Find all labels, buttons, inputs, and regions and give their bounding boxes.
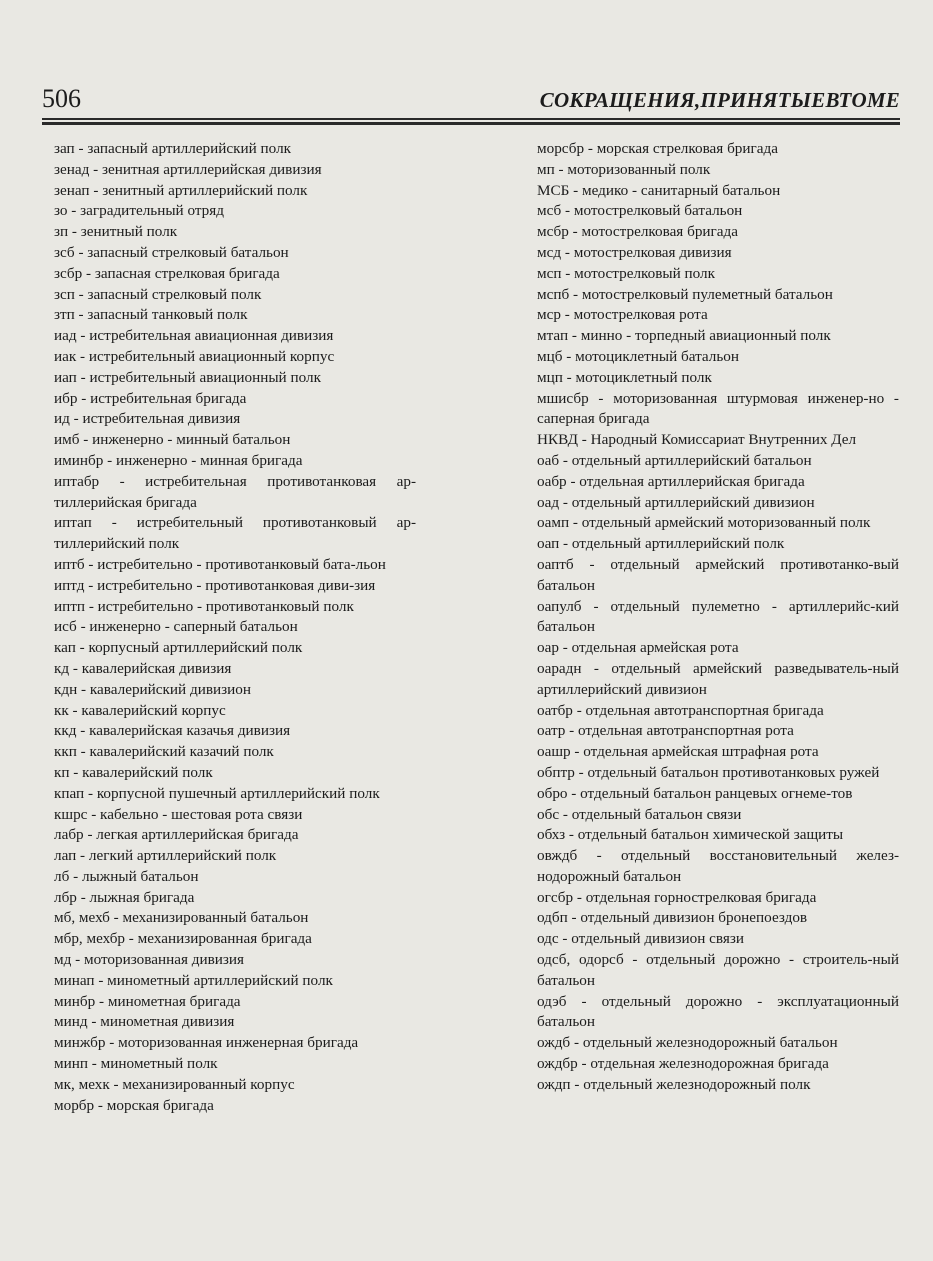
abbreviation-entry: мсб - мотострелковый батальон <box>537 202 743 220</box>
abbreviation-entry: иптб - истребительно - противотанковый бата-льон <box>54 555 386 573</box>
abbreviation-entry: мп - моторизованный полк <box>537 160 711 178</box>
abbreviation-entry: одс - отдельный дивизион связи <box>537 930 744 948</box>
abbreviation-entry: иап - истребительный авиационный полк <box>54 368 321 386</box>
abbreviation-entry: зсбр - запасная стрелковая бригада <box>54 264 280 282</box>
abbreviation-entry: оамп - отдельный армейский моторизованный полк <box>537 514 871 532</box>
abbreviation-entry: минбр - минометная бригада <box>54 992 241 1010</box>
abbreviation-entry: лап - легкий артиллерийский полк <box>54 847 277 865</box>
abbreviation-entry: обро - отдельный батальон ранцевых огнеме-тов <box>537 784 853 802</box>
abbreviation-entry: зо - заградительный отряд <box>54 202 224 220</box>
abbreviation-entry: мсп - мотострелковый полк <box>537 264 716 282</box>
abbreviation-entry: мшисбр - моторизованная штурмовая инженер-но - саперная бригада <box>537 389 899 428</box>
abbreviation-entry: минп - минометный полк <box>54 1055 218 1073</box>
abbreviation-entry: одэб - отдельный дорожно - эксплуатационный батальон <box>537 992 899 1031</box>
abbreviation-entry: зтп - запасный танковый полк <box>54 306 248 324</box>
left-column <box>54 139 416 1116</box>
abbreviation-entry: зп - зенитный полк <box>54 223 178 241</box>
abbreviation-entry: мтап - минно - торпедный авиационный полк <box>537 327 831 345</box>
abbreviation-entry: оаптб - отдельный армейский противотанко-вый батальон <box>537 555 899 594</box>
header-rule-thin <box>42 118 900 120</box>
abbreviation-entry: оабр - отдельная артиллерийская бригада <box>537 472 805 490</box>
abbreviation-entry: оар - отдельная армейская рота <box>537 639 739 657</box>
abbreviation-entry: мср - мотострелковая рота <box>537 306 708 324</box>
abbreviation-entry: кпап - корпусной пушечный артиллерийский полк <box>54 784 380 802</box>
abbreviation-entry: ккп - кавалерийский казачий полк <box>54 743 274 761</box>
abbreviation-entry: овждб - отдельный восстановительный желез-нодорожный батальон <box>537 847 899 885</box>
abbreviation-entry: обптр - отдельный батальон противотанковых ружей <box>537 763 880 781</box>
abbreviation-entry: кап - корпусный артиллерийский полк <box>54 639 303 657</box>
abbreviation-entry: лабр - легкая артиллерийская бригада <box>54 826 299 844</box>
abbreviation-entry: обхз - отдельный батальон химической защиты <box>537 826 844 844</box>
abbreviation-entry: кд - кавалерийская дивизия <box>54 659 232 677</box>
abbreviation-entry: одбп - отдельный дивизион бронепоездов <box>537 909 808 927</box>
abbreviation-entry: морсбр - морская стрелковая бригада <box>537 140 778 157</box>
abbreviation-entry: ибр - истребительная бригада <box>54 389 247 407</box>
abbreviation-entry: мб, мехб - механизированный батальон <box>54 909 309 927</box>
abbreviation-entry: кдн - кавалерийский дивизион <box>54 680 251 698</box>
abbreviation-entry: оад - отдельный артиллерийский дивизион <box>537 493 815 511</box>
abbreviation-entry: лбр - лыжная бригада <box>54 888 195 906</box>
abbreviation-entry: имб - инженерно - минный батальон <box>54 431 291 449</box>
header-rule-thick <box>42 122 900 125</box>
abbreviation-entry: зенад - зенитная артиллерийская дивизия <box>54 160 322 178</box>
abbreviation-entry: оарадн - отдельный армейский разведыватель-ный артиллерийский дивизион <box>537 659 899 698</box>
abbreviation-entry: минжбр - моторизованная инженерная бригада <box>54 1034 359 1052</box>
abbreviation-entry: оатр - отдельная автотранспортная рота <box>537 722 794 740</box>
abbreviation-entry: кк - кавалерийский корпус <box>54 701 226 719</box>
abbreviation-entry: исб - инженерно - саперный батальон <box>54 618 298 636</box>
abbreviation-entry: зенап - зенитный артиллерийский полк <box>54 181 308 199</box>
abbreviation-entry: мд - моторизованная дивизия <box>54 951 245 969</box>
abbreviation-entry: мсд - мотострелковая дивизия <box>537 243 732 261</box>
abbreviation-entry: ождбр - отдельная железнодорожная бригада <box>537 1055 829 1073</box>
abbreviation-entry: огсбр - отдельная горнострелковая бригада <box>537 888 817 906</box>
abbreviation-entry: ождб - отдельный железнодорожный батальон <box>537 1034 838 1052</box>
abbreviation-entry: иптд - истребительно - противотанковая диви-зия <box>54 576 376 594</box>
page-number: 506 <box>42 84 81 113</box>
abbreviation-entry: мцп - мотоциклетный полк <box>537 368 712 386</box>
abbreviation-entry: кп - кавалерийский полк <box>54 763 213 781</box>
abbreviation-entry: иминбр - инженерно - минная бригада <box>54 451 303 469</box>
running-title: СОКРАЩЕНИЯ,ПРИНЯТЫЕВТОМЕ <box>539 88 900 112</box>
abbreviation-entry: кшрс - кабельно - шестовая рота связи <box>54 805 303 823</box>
abbreviation-entry: иад - истребительная авиационная дивизия <box>54 327 334 345</box>
abbreviation-entry: минд - минометная дивизия <box>54 1013 235 1031</box>
abbreviation-entry: оапулб - отдельный пулеметно - артиллерийс-кий батальон <box>537 597 899 636</box>
right-column <box>537 139 899 1096</box>
page-header <box>42 84 900 114</box>
abbreviation-entry: мцб - мотоциклетный батальон <box>537 347 739 365</box>
abbreviation-entry: иптабр - истребительная противотанковая ар-тиллерийская бригада <box>54 472 416 511</box>
abbreviation-entry: мсбр - мотострелковая бригада <box>537 223 738 241</box>
abbreviation-entry: оаб - отдельный артиллерийский батальон <box>537 451 812 469</box>
abbreviation-entry: МСБ - медико - санитарный батальон <box>537 181 781 199</box>
abbreviation-entry: зсб - запасный стрелковый батальон <box>54 243 289 261</box>
abbreviation-entry: ождп - отдельный железнодорожный полк <box>537 1075 811 1093</box>
abbreviation-entry: иптап - истребительный противотанковый ар-тиллерийский полк <box>54 514 416 553</box>
abbreviation-entry: иак - истребительный авиационный корпус <box>54 347 335 365</box>
abbreviation-entry: мбр, мехбр - механизированная бригада <box>54 930 312 948</box>
abbreviation-entry: мспб - мотострелковый пулеметный батальон <box>537 285 833 303</box>
abbreviation-entry: обс - отдельный батальон связи <box>537 805 742 823</box>
abbreviation-entry: лб - лыжный батальон <box>54 867 199 885</box>
abbreviation-entry: оап - отдельный артиллерийский полк <box>537 535 785 553</box>
abbreviation-entry: ид - истребительная дивизия <box>54 410 241 428</box>
abbreviation-entry: оашр - отдельная армейская штрафная рота <box>537 743 819 761</box>
abbreviation-entry: мк, мехк - механизированный корпус <box>54 1075 295 1093</box>
abbreviation-entry: морбр - морская бригада <box>54 1096 214 1114</box>
abbreviation-entry: НКВД - Народный Комиссариат Внутренних Дел <box>537 431 857 449</box>
abbreviation-entry: зсп - запасный стрелковый полк <box>54 285 262 303</box>
abbreviation-entry: оатбр - отдельная автотранспортная бригада <box>537 701 824 719</box>
abbreviation-entry: минап - минометный артиллерийский полк <box>54 971 333 989</box>
abbreviation-entry: иптп - истребительно - противотанковый полк <box>54 597 354 615</box>
abbreviation-entry: одсб, одорсб - отдельный дорожно - строитель-ный батальон <box>537 951 899 989</box>
abbreviation-entry: зап - запасный артиллерийский полк <box>54 140 292 157</box>
abbreviation-entry: ккд - кавалерийская казачья дивизия <box>54 722 291 740</box>
